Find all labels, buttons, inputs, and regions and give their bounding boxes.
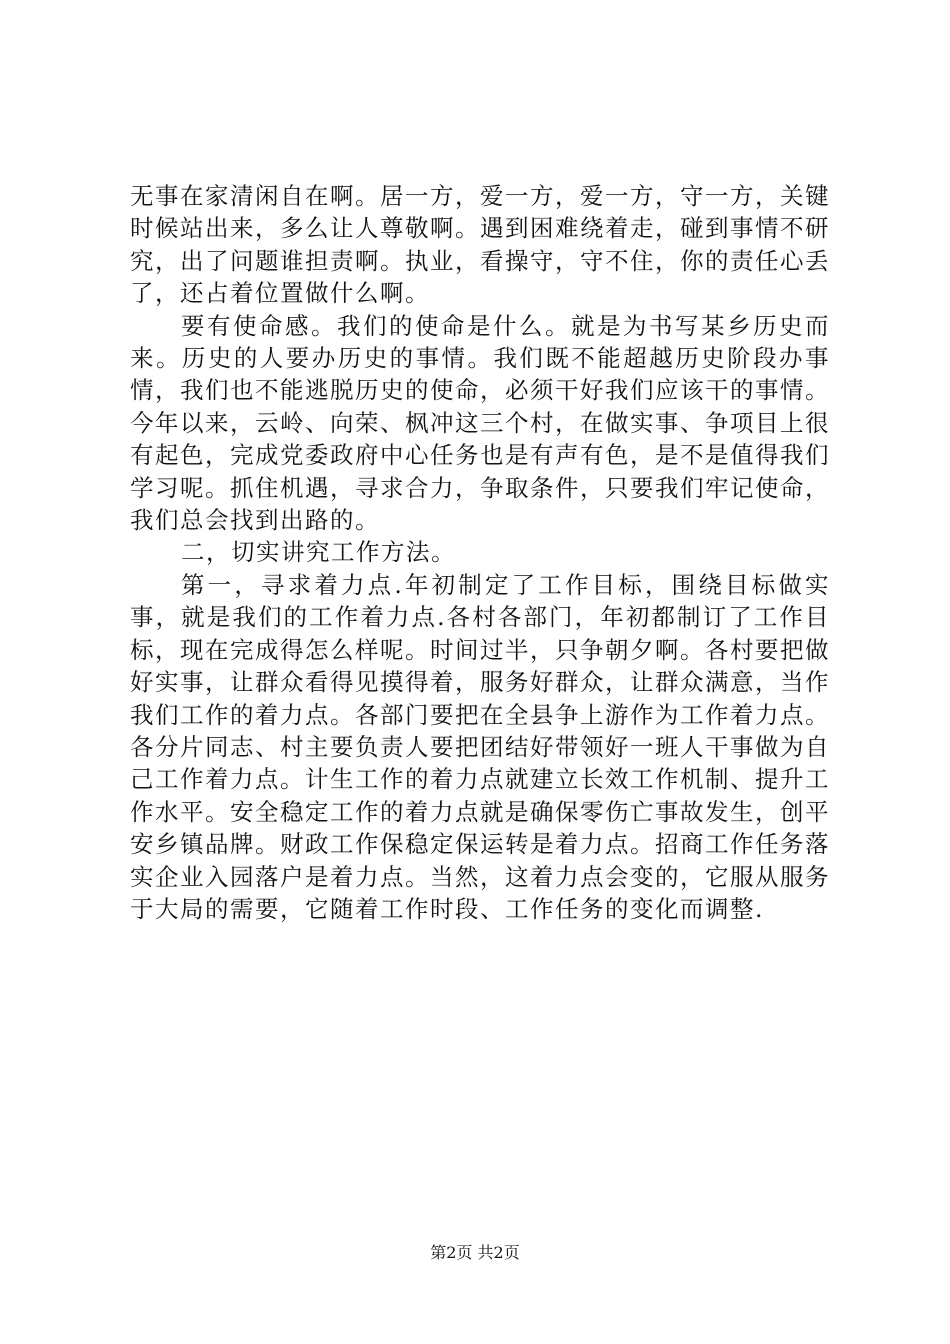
paragraph-continuation: 无事在家清闲自在啊。居一方，爱一方，爱一方，守一方，关键时候站出来，多么让人尊敬啊。遇到困难绕着走，碰到事情不研究，出了问题谁担责啊。执业，看操守，守不住，你的责任心丢了，还占着位置做什么啊。 — [130, 182, 830, 308]
paragraph-focus-point: 第一，寻求着力点.年初制定了工作目标，围绕目标做实事，就是我们的工作着力点.各村各部门，年初都制订了工作目标，现在完成得怎么样呢。时间过半，只争朝夕啊。各村要把做好实事，让群众看得见摸得着，服务好群众，让群众满意，当作我们工作的着力点。各部门要把在全县争上游作为工作着力点。各分片同志、村主要负责人要把团结好带领好一班人干事做为自己工作着力点。计生工作的着力点就建立长效工作机制、提升工作水平。安全稳定工作的着力点就是确保零伤亡事故发生，创平安乡镇品牌。财政工作保稳定保运转是着力点。招商工作任务落实企业入园落户是着力点。当然，这着力点会变的，它服从服务于大局的需要，它随着工作时段、工作任务的变化而调整. — [130, 570, 830, 923]
document-body — [130, 180, 830, 925]
page-footer — [0, 1243, 950, 1263]
section-heading-work-method: 二，切实讲究工作方法。 — [181, 538, 456, 567]
paragraph-mission: 要有使命感。我们的使命是什么。就是为书写某乡历史而来。历史的人要办历史的事情。我们既不能超越历史阶段办事情，我们也不能逃脱历史的使命，必须干好我们应该干的事情。今年以来，云岭、向荣、枫冲这三个村，在做实事、争项目上很有起色，完成党委政府中心任务也是有声有色，是不是值得我们学习呢。抓住机遇，寻求合力，争取条件，只要我们牢记使命，我们总会找到出路的。 — [130, 311, 830, 535]
page-number-label: 第2页 共2页 — [430, 1243, 520, 1262]
